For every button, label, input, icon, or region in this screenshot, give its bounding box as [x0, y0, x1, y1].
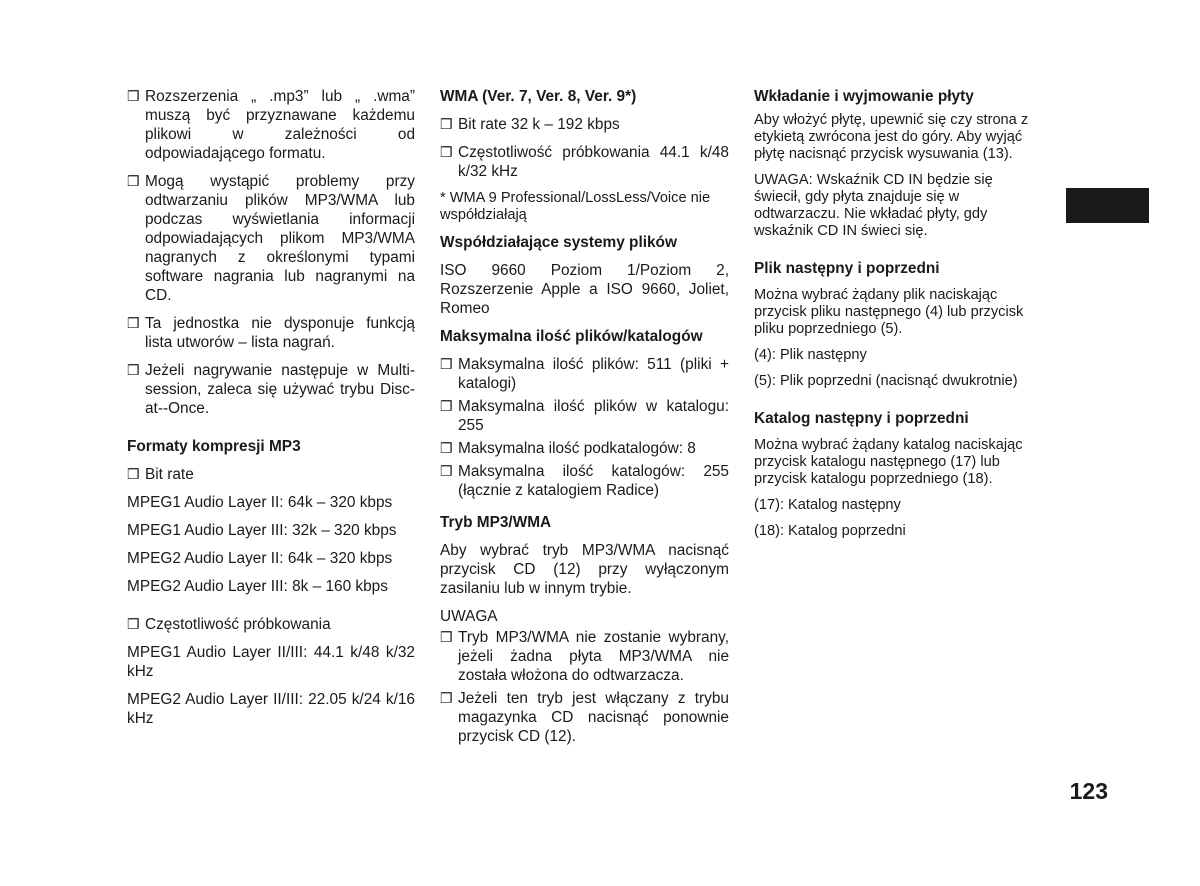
bitrate-line: MPEG1 Audio Layer II: 64k – 320 kbps	[127, 494, 393, 511]
checkbox-bullet-icon: ❒	[440, 690, 453, 706]
checkbox-bullet-icon: ❒	[440, 356, 453, 372]
bitrate-line: MPEG2 Audio Layer II: 64k – 320 kbps	[127, 550, 393, 567]
frequency-line: MPEG2 Audio Layer II/III: 22.05 k/24 k/16 kHz	[127, 691, 415, 727]
file-prev-label: (5): Plik poprzedni (nacisnąć dwukrotnie)	[754, 373, 1018, 389]
bitrate-line: MPEG2 Audio Layer III: 8k – 160 kbps	[127, 578, 388, 595]
uwaga-label: UWAGA	[440, 608, 498, 625]
file-nav-text: Można wybrać żądany plik naciskając przycisk pliku następnego (4) lub przycisk pliku poprzedniego (5).	[754, 287, 1024, 337]
insert-text: Aby włożyć płytę, upewnić się czy strona z etykietą zwrócona jest do góry. Aby wyjąć płytę nacisnąć przycisk wysuwania (13).	[754, 112, 1029, 162]
insert-warning: UWAGA: Wskaźnik CD IN będzie się świecił, gdy płyta znajduje się w odtwarzaczu. Nie wkładać płyty, gdy wskaźnik CD IN świeci się.	[754, 172, 993, 239]
checkbox-bullet-icon: ❒	[440, 463, 453, 479]
list-item: ❒ Częstotliwość próbkowania	[127, 616, 331, 633]
list-item: ❒ Ta jednostka nie dysponuje funkcją lista utworów – lista nagrań.	[127, 315, 415, 351]
list-item: ❒ Maksymalna ilość plików w katalogu: 255	[440, 398, 729, 434]
list-item: ❒ Jeżeli nagrywanie następuje w Multi-session, zaleca się używać trybu Disc-at--Once.	[127, 362, 415, 417]
checkbox-bullet-icon: ❒	[440, 629, 453, 645]
section-heading-wma: WMA (Ver. 7, Ver. 8, Ver. 9*)	[440, 88, 637, 105]
checkbox-bullet-icon: ❒	[127, 88, 140, 104]
dir-nav-text: Można wybrać żądany katalog naciskając przycisk katalogu następnego (17) lub przycisk katalogu poprzedniego (18).	[754, 437, 1023, 487]
list-item: ❒ Jeżeli ten tryb jest włączany z trybu magazynka CD nacisnąć ponownie przycisk CD (12).	[440, 690, 729, 745]
section-heading-file-systems: Współdziałające systemy plików	[440, 234, 677, 251]
chapter-tab-marker	[1066, 188, 1149, 223]
dir-prev-label: (18): Katalog poprzedni	[754, 523, 906, 539]
checkbox-bullet-icon: ❒	[127, 315, 140, 331]
list-item: ❒ Maksymalna ilość podkatalogów: 8	[440, 440, 696, 457]
page-number: 123	[1069, 778, 1108, 804]
column-3	[754, 87, 1042, 549]
dir-next-label: (17): Katalog następny	[754, 497, 901, 513]
list-item: ❒ Mogą wystąpić problemy przy odtwarzaniu plików MP3/WMA lub podczas wyświetlania informacji odpowiadających plikom MP3/WMA nagranych z określonymi typami software nagrania lub nagranymi na CD.	[127, 173, 415, 304]
checkbox-bullet-icon: ❒	[440, 440, 453, 456]
mode-text: Aby wybrać tryb MP3/WMA nacisnąć przycisk CD (12) przy wyłączonym zasilaniu lub w innym trybie.	[440, 542, 729, 597]
section-heading-file-next-prev: Plik następny i poprzedni	[754, 260, 940, 277]
list-item: ❒ Bit rate 32 k – 192 kbps	[440, 116, 620, 133]
section-heading-mp3-wma-mode: Tryb MP3/WMA	[440, 514, 552, 531]
checkbox-bullet-icon: ❒	[440, 398, 453, 414]
list-item: ❒ Bit rate	[127, 466, 194, 483]
checkbox-bullet-icon: ❒	[440, 116, 453, 132]
list-item: ❒ Tryb MP3/WMA nie zostanie wybrany, jeżeli żadna płyta MP3/WMA nie została włożona do odtwarzacza.	[440, 629, 729, 684]
wma-note: * WMA 9 Professional/LossLess/Voice nie współdziałają	[440, 190, 711, 223]
bitrate-line: MPEG1 Audio Layer III: 32k – 320 kbps	[127, 522, 397, 539]
list-item: ❒ Częstotliwość próbkowania 44.1 k/48 k/32 kHz	[440, 144, 729, 180]
list-item: ❒ Maksymalna ilość plików: 511 (pliki + katalogi)	[440, 356, 729, 392]
checkbox-bullet-icon: ❒	[127, 616, 140, 632]
section-heading-insert-eject: Wkładanie i wyjmowanie płyty	[754, 88, 974, 105]
column-2	[440, 87, 729, 755]
list-item: ❒ Maksymalna ilość katalogów: 255 (łącznie z katalogiem Radice)	[440, 463, 729, 499]
file-next-label: (4): Plik następny	[754, 347, 867, 363]
section-heading-max-files: Maksymalna ilość plików/katalogów	[440, 328, 703, 345]
checkbox-bullet-icon: ❒	[127, 173, 140, 189]
checkbox-bullet-icon: ❒	[440, 144, 453, 160]
frequency-line: MPEG1 Audio Layer II/III: 44.1 k/48 k/32 kHz	[127, 644, 415, 680]
file-systems-text: ISO 9660 Poziom 1/Poziom 2, Rozszerzenie Apple a ISO 9660, Joliet, Romeo	[440, 262, 729, 317]
checkbox-bullet-icon: ❒	[127, 466, 140, 482]
section-heading-mp3-formats: Formaty kompresji MP3	[127, 438, 301, 455]
checkbox-bullet-icon: ❒	[127, 362, 140, 378]
list-item: ❒ Rozszerzenia „ .mp3” lub „ .wma” muszą być przyznawane każdemu plikowi w zależności od odpowiadającego formatu.	[127, 88, 415, 162]
column-1	[127, 87, 415, 737]
section-heading-dir-next-prev: Katalog następny i poprzedni	[754, 410, 969, 427]
